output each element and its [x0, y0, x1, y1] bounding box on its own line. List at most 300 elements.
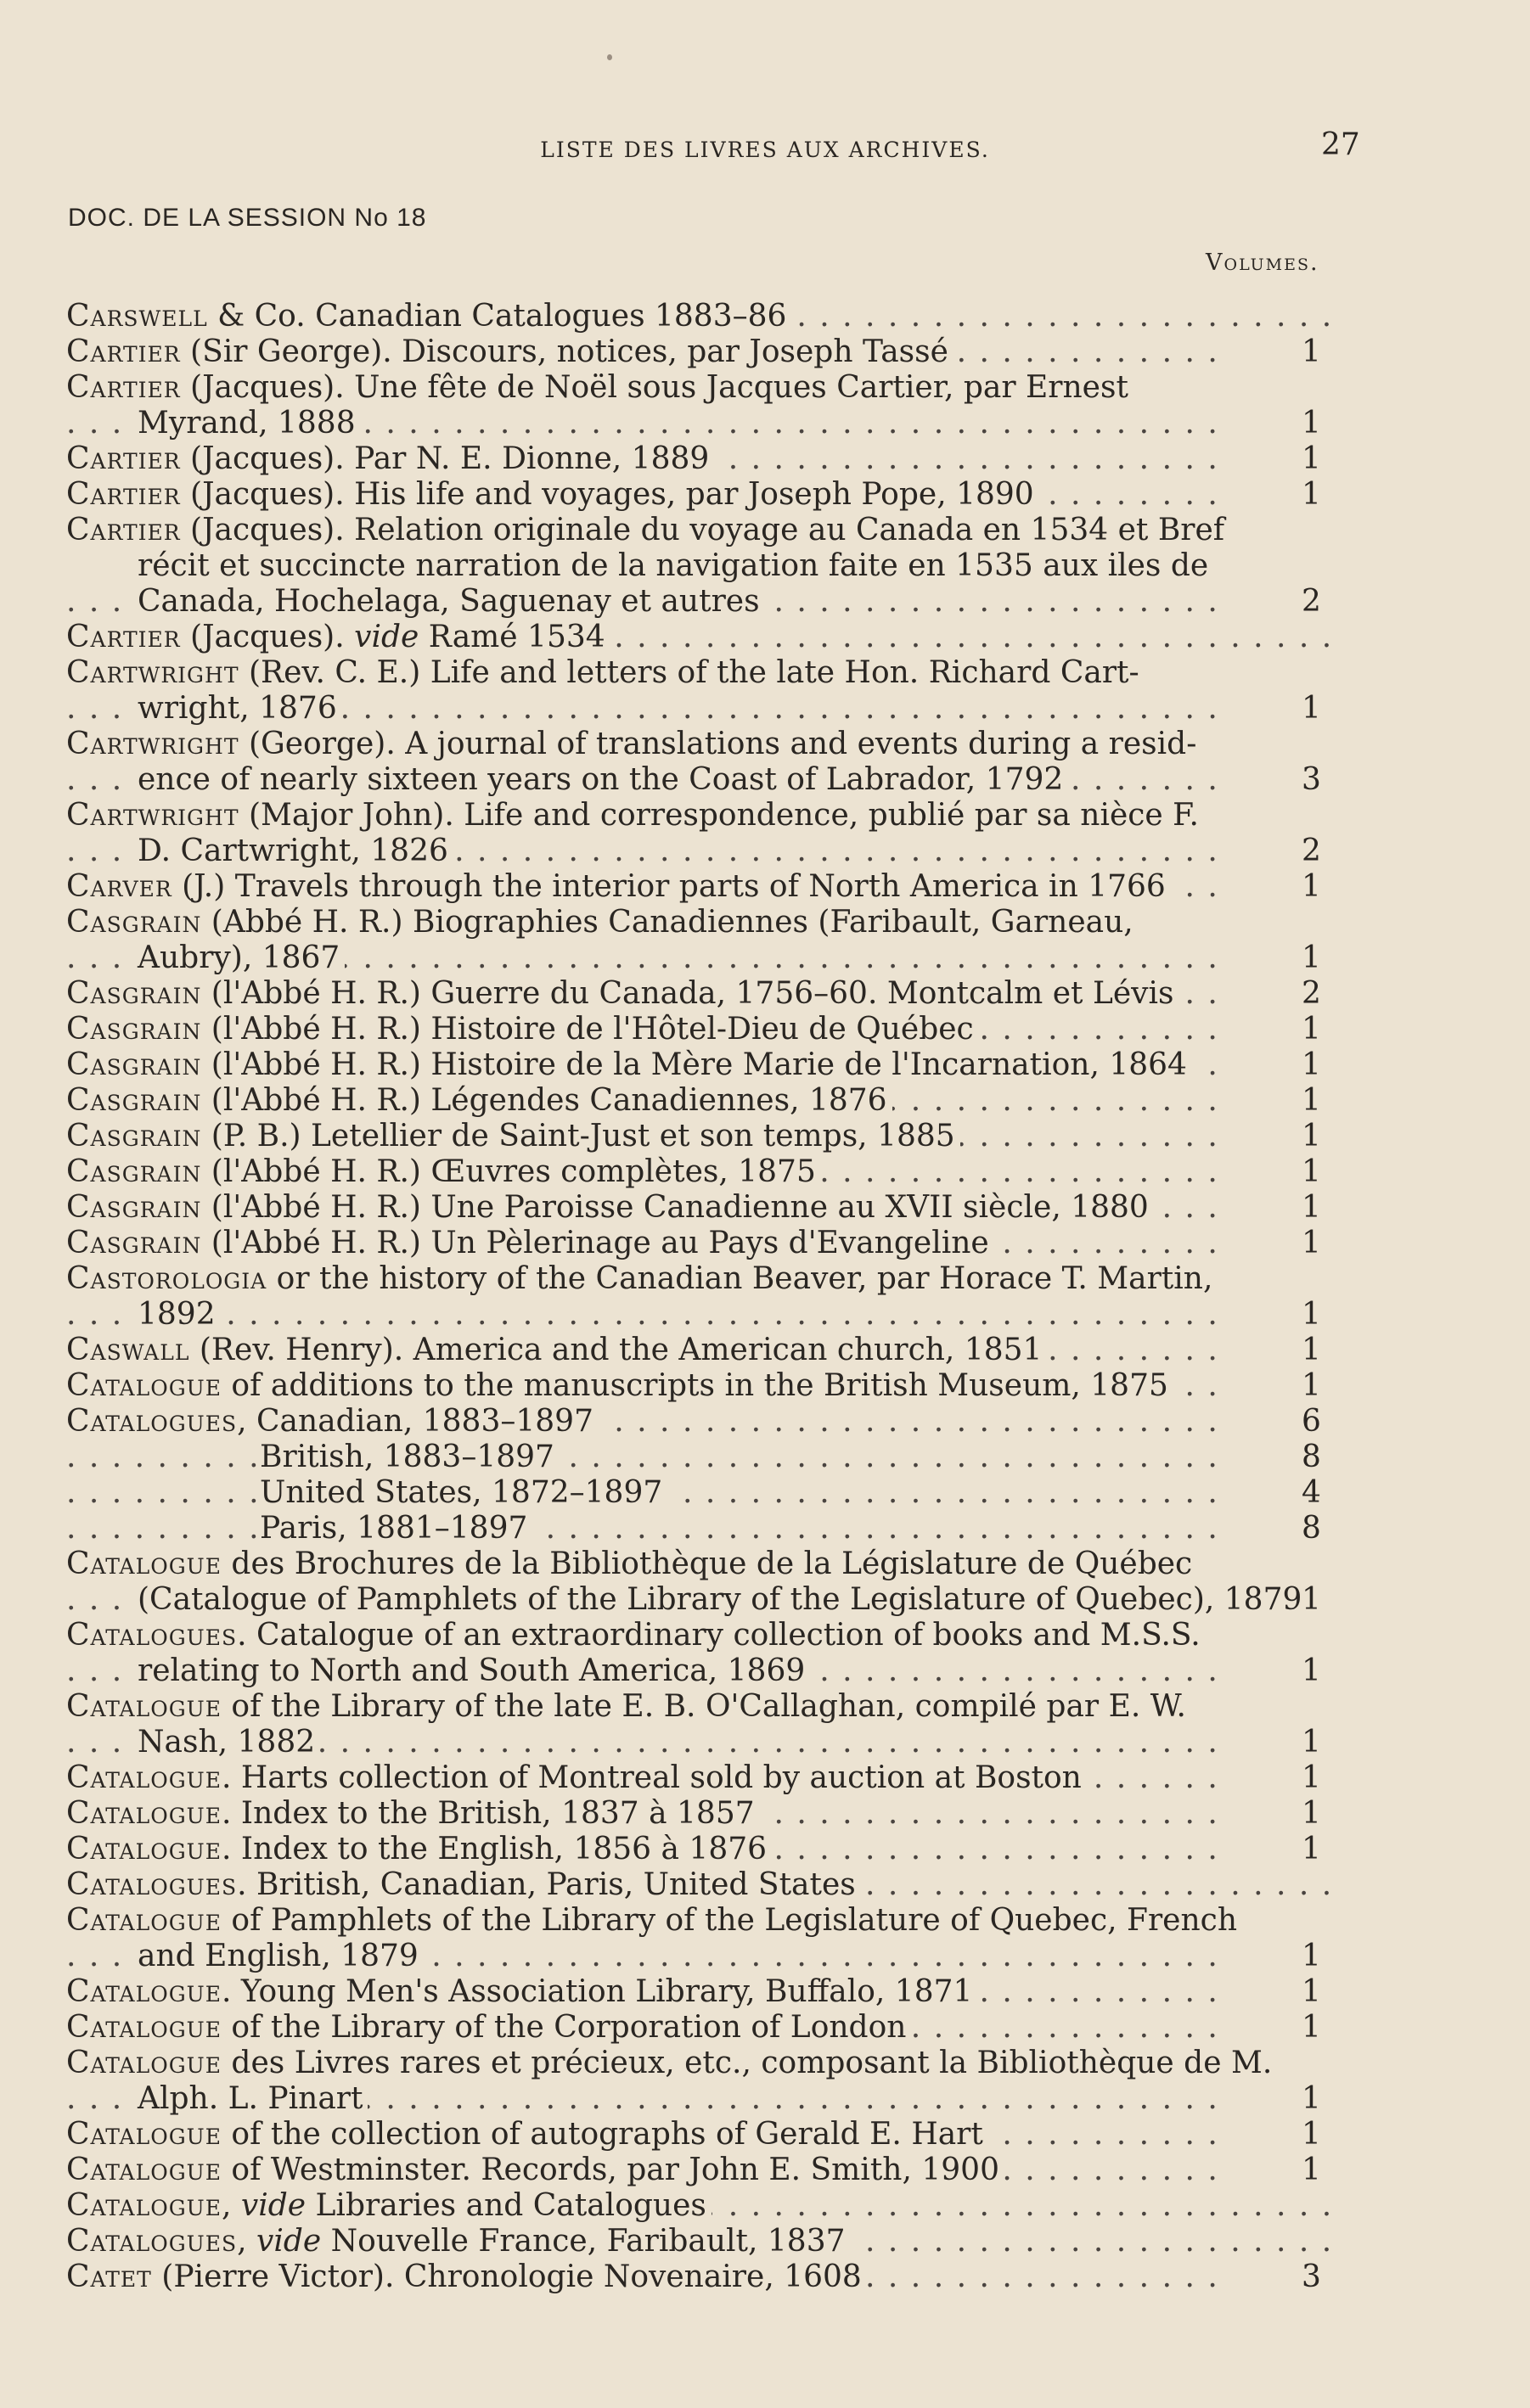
catalogue-entry	[66, 1618, 1340, 1689]
entry-heading: Carver	[66, 869, 172, 904]
volumes-column-header: Volumes.	[1206, 250, 1319, 276]
entry-heading: Catalogues	[66, 1404, 238, 1439]
volume-count: 2	[1302, 834, 1321, 868]
catalogue-entry	[66, 513, 1340, 620]
entry-heading: Catalogues	[66, 1618, 238, 1653]
entry-continuation: and English, 1879	[138, 1939, 419, 1973]
entry-line	[66, 1582, 1340, 1618]
entry-title: . Young Men's Association Library, Buffalo, 1871	[221, 1974, 973, 2009]
entry-text	[66, 2259, 867, 2294]
catalogue-entry	[66, 1154, 1340, 1190]
page-number: 27	[1321, 127, 1360, 162]
entry-line	[66, 2010, 1340, 2046]
catalogue-entry	[66, 441, 1340, 477]
catalogue-entry	[66, 334, 1340, 370]
entry-heading: Casgrain	[66, 1119, 202, 1153]
entry-title: (Sir George). Discours, notices, par Joseph Tassé	[180, 334, 948, 369]
entry-line	[66, 334, 1340, 370]
catalogue-entry	[66, 1368, 1340, 1404]
entry-heading: Catalogue	[66, 1832, 222, 1866]
volume-count: 1	[1302, 1012, 1321, 1047]
entry-title: (l'Abbé H. R.) Légendes Canadiennes, 1876	[201, 1083, 887, 1118]
entry-heading: Catalogue	[66, 1903, 222, 1938]
volume-count: 1	[1302, 406, 1321, 441]
entry-text	[66, 869, 1171, 904]
entry-vide: vide	[256, 2224, 322, 2259]
entry-line	[66, 727, 1340, 762]
entry-continuation: Alph. L. Pinart	[138, 2081, 363, 2116]
catalogue-entry	[66, 1047, 1340, 1083]
entry-title: (Major John). Life and correspondence, publié par sa nièce F.	[239, 798, 1199, 833]
volume-count: 1	[1302, 441, 1321, 476]
volume-count: 1	[1302, 477, 1321, 512]
volume-count: 6	[1302, 1404, 1321, 1439]
catalogue-entry	[66, 1226, 1340, 1261]
entry-heading: Catalogues	[66, 1867, 238, 1902]
entry-title: . Harts collection of Montreal sold by auction at Boston	[221, 1760, 1082, 1795]
entry-line	[66, 1653, 1340, 1689]
entry-text	[66, 513, 1229, 547]
entry-text	[138, 584, 765, 619]
entry-text	[66, 1226, 994, 1260]
entry-line	[66, 1404, 1340, 1440]
catalogue-entry	[66, 1796, 1340, 1832]
entry-line	[66, 1047, 1340, 1083]
entry-heading: Cartier	[66, 334, 181, 369]
entry-title: ,	[221, 2188, 241, 2223]
entry-text	[66, 1119, 960, 1153]
entry-heading: Cartier	[66, 513, 181, 547]
entry-line	[66, 620, 1340, 655]
volume-count: 3	[1302, 762, 1321, 797]
entry-line	[66, 1511, 1340, 1546]
entry-title: . Catalogue of an extraordinary collection of books and M.S.S.	[237, 1618, 1201, 1653]
volume-count: 1	[1302, 1119, 1321, 1153]
entry-title: (P. B.) Letellier de Saint-Just et son temps, 1885	[201, 1119, 955, 1153]
entry-line	[66, 1475, 1340, 1511]
entry-text	[66, 1618, 1206, 1653]
entry-title: (Jacques). Par N. E. Dionne, 1889	[180, 441, 710, 476]
entry-line	[66, 1796, 1340, 1832]
entry-heading: Cartier	[66, 477, 181, 512]
entry-line	[66, 370, 1340, 406]
entry-title: of the Library of the late E. B. O'Callaghan, compilé par E. W.	[221, 1689, 1186, 1724]
catalogue-entry	[66, 299, 1340, 334]
entry-heading: Catalogue	[66, 1546, 222, 1581]
entry-title: des Brochures de la Bibliothèque de la Législature de Québec	[221, 1546, 1193, 1581]
catalogue-entry	[66, 905, 1340, 976]
entry-text	[66, 1154, 821, 1189]
entry-vide: vide	[240, 2188, 307, 2223]
entry-text	[66, 1190, 1154, 1225]
entry-heading: Casgrain	[66, 976, 202, 1011]
entry-text	[66, 798, 1204, 833]
entry-line	[66, 940, 1340, 976]
entry-text	[66, 1012, 979, 1047]
entry-line	[66, 1760, 1340, 1796]
volume-count: 1	[1302, 1368, 1321, 1403]
catalogue-entry	[66, 1119, 1340, 1154]
entry-line	[66, 1190, 1340, 1226]
entry-line	[66, 299, 1340, 334]
entry-title: (l'Abbé H. R.) Une Paroisse Canadienne au XVII siècle, 1880	[201, 1190, 1149, 1225]
entry-heading: Casgrain	[66, 1154, 202, 1189]
volume-count: 1	[1302, 1190, 1321, 1225]
entry-line	[66, 477, 1340, 513]
volume-count: 1	[1302, 2153, 1321, 2187]
entry-heading: Catalogue	[66, 2117, 222, 2152]
entry-heading: Catet	[66, 2259, 152, 2294]
entry-title: (Abbé H. R.) Biographies Canadiennes (Faribault, Garneau,	[201, 905, 1133, 940]
entry-heading: Catalogue	[66, 1689, 222, 1724]
entry-line	[66, 905, 1340, 940]
catalogue-entry	[66, 798, 1340, 869]
entry-subtitle: British, 1883–1897	[260, 1440, 554, 1474]
running-header: LISTE DES LIVRES AUX ARCHIVES.	[540, 138, 990, 162]
entry-text	[66, 2153, 1004, 2187]
entry-subtitle: Paris, 1881–1897	[260, 1511, 528, 1546]
entry-line	[66, 1012, 1340, 1047]
volume-count: 1	[1302, 1083, 1321, 1118]
volume-count: 1	[1302, 1226, 1321, 1260]
session-label: DOC. DE LA SESSION No 18	[68, 204, 427, 232]
catalogue-entry-list	[66, 299, 1340, 2295]
entry-text	[138, 940, 345, 975]
catalogue-entry	[66, 620, 1340, 655]
catalogue-entry	[66, 1546, 1340, 1618]
entry-line	[66, 1297, 1340, 1333]
catalogue-entry	[66, 2117, 1340, 2153]
entry-text	[66, 1689, 1191, 1724]
catalogue-entry	[66, 2153, 1340, 2188]
entry-continuation: Canada, Hochelaga, Saguenay et autres	[138, 584, 760, 619]
entry-line	[66, 1154, 1340, 1190]
entry-heading: Catalogue	[66, 1368, 222, 1403]
entry-line	[66, 2117, 1340, 2153]
entry-text	[66, 1867, 861, 1902]
entry-heading: Casgrain	[66, 1190, 202, 1225]
volume-count: 1	[1302, 2117, 1321, 2152]
entry-text	[138, 406, 361, 441]
entry-line	[66, 1832, 1340, 1867]
entry-title: or the history of the Canadian Beaver, par Horace T. Martin,	[267, 1261, 1213, 1296]
entry-line	[66, 1333, 1340, 1368]
entry-text	[138, 1297, 221, 1332]
entry-text	[66, 905, 1139, 940]
entry-title: (Pierre Victor). Chronologie Novenaire, 1608	[151, 2259, 862, 2294]
catalogue-entry	[66, 655, 1340, 727]
entry-heading: Casgrain	[66, 905, 202, 940]
entry-heading: Cartwright	[66, 655, 239, 690]
entry-line	[66, 1939, 1340, 1974]
entry-text	[138, 2081, 368, 2116]
catalogue-entry	[66, 1190, 1340, 1226]
entry-heading: Cartwright	[66, 798, 239, 833]
entry-line	[66, 2224, 1340, 2259]
entry-line	[66, 441, 1340, 477]
entry-text	[66, 1261, 1218, 1296]
catalogue-entry	[66, 2010, 1340, 2046]
entry-line	[66, 834, 1340, 869]
catalogue-entry	[66, 1083, 1340, 1119]
entry-text	[138, 834, 453, 868]
entry-text	[66, 2188, 712, 2223]
entry-continuation: récit et succincte narration de la navigation faite en 1535 aux iles de	[138, 548, 1209, 583]
entry-heading: Cartwright	[66, 727, 239, 761]
entry-text	[66, 477, 1039, 512]
entry-heading: Cartier	[66, 441, 181, 476]
entry-text	[66, 1368, 1173, 1403]
volume-count: 8	[1302, 1511, 1321, 1546]
volume-count: 1	[1302, 334, 1321, 369]
catalogue-entry	[66, 1974, 1340, 2010]
entry-heading: Catalogue	[66, 2153, 222, 2187]
entry-continuation: (Catalogue of Pamphlets of the Library of the Legislature of Quebec), 1879	[138, 1582, 1302, 1617]
entry-line	[66, 1261, 1340, 1297]
entry-heading: Catalogue	[66, 2188, 222, 2223]
entry-heading: Catalogue	[66, 2010, 222, 2045]
entry-line	[66, 2259, 1340, 2295]
volume-count: 1	[1302, 1939, 1321, 1973]
catalogue-entry	[66, 1903, 1340, 1974]
entry-heading: Caswall	[66, 1333, 190, 1367]
entry-heading: Catalogue	[66, 1760, 222, 1795]
volume-count: 8	[1302, 1440, 1321, 1474]
entry-line	[66, 584, 1340, 620]
entry-heading: Carswell	[66, 299, 208, 334]
volume-count: 1	[1302, 2081, 1321, 2116]
entry-line	[66, 1974, 1340, 2010]
entry-heading: Casgrain	[66, 1226, 202, 1260]
entry-line	[66, 869, 1340, 905]
entry-line	[66, 1119, 1340, 1154]
entry-title: . Index to the English, 1856 à 1876	[221, 1832, 768, 1866]
entry-title: (Jacques). Relation originale du voyage au Canada en 1534 et Bref	[180, 513, 1225, 547]
catalogue-entry	[66, 976, 1340, 1012]
entry-subtitle: United States, 1872–1897	[260, 1475, 663, 1510]
volume-count: 1	[1302, 940, 1321, 975]
entry-text	[66, 370, 1133, 405]
entry-text	[66, 2046, 1277, 2080]
catalogue-entry	[66, 2188, 1340, 2224]
entry-line	[66, 691, 1340, 727]
entry-line	[66, 1368, 1340, 1404]
catalogue-entry	[66, 1261, 1340, 1333]
volume-count: 2	[1302, 584, 1321, 619]
volume-count: 3	[1302, 2259, 1321, 2294]
entry-title: Libraries and Catalogues	[306, 2188, 706, 2223]
entry-vide: vide	[354, 620, 419, 654]
entry-text	[138, 1939, 424, 1973]
entry-heading: Casgrain	[66, 1083, 202, 1118]
entry-line	[66, 1725, 1340, 1760]
catalogue-entry	[66, 370, 1340, 441]
entry-title: (Jacques).	[180, 620, 355, 654]
volume-count: 1	[1302, 1725, 1321, 1760]
volume-count: 1	[1302, 1154, 1321, 1189]
entry-line	[66, 2153, 1340, 2188]
entry-text	[66, 655, 1145, 690]
entry-line	[66, 1546, 1340, 1582]
entry-heading: Catalogue	[66, 1974, 222, 2009]
entry-title: of Westminster. Records, par John E. Smith, 1900	[221, 2153, 999, 2187]
entry-heading: Castorologia	[66, 1261, 267, 1296]
catalogue-entry	[66, 2046, 1340, 2117]
entry-text	[66, 620, 610, 654]
entry-continuation: Aubry), 1867	[138, 940, 340, 975]
entry-continuation: Myrand, 1888	[138, 406, 356, 441]
entry-line	[66, 655, 1340, 691]
entry-text	[138, 691, 342, 726]
entry-text	[66, 1333, 1047, 1367]
entry-text	[66, 1047, 1192, 1082]
entry-title: of the collection of autographs of Gerald E. Hart	[221, 2117, 983, 2152]
entry-text	[66, 1974, 977, 2009]
entry-line	[66, 1689, 1340, 1725]
entry-continuation: Nash, 1882	[138, 1725, 316, 1760]
entry-continuation: 1892	[138, 1297, 216, 1332]
catalogue-entry	[66, 1440, 1340, 1475]
entry-text	[66, 1796, 760, 1831]
entry-line	[66, 2081, 1340, 2117]
catalogue-entry	[66, 1475, 1340, 1511]
entry-text	[66, 1832, 772, 1866]
entry-text	[138, 762, 1068, 797]
entry-heading: Catalogue	[66, 2046, 222, 2080]
volume-count: 1	[1302, 2010, 1321, 2045]
entry-heading: Casgrain	[66, 1012, 202, 1047]
volume-count: 1	[1302, 1974, 1321, 2009]
catalogue-entry	[66, 477, 1340, 513]
entry-text	[138, 1725, 320, 1760]
catalogue-entry	[66, 1867, 1340, 1903]
volume-count: 1	[1302, 1796, 1321, 1831]
ink-speck	[607, 54, 612, 60]
entry-line	[66, 406, 1340, 441]
entry-text	[66, 334, 953, 369]
catalogue-entry	[66, 869, 1340, 905]
catalogue-entry	[66, 1760, 1340, 1796]
entry-continuation: wright, 1876	[138, 691, 337, 726]
entry-title: (J.) Travels through the interior parts of North America in 1766	[172, 869, 1166, 904]
entry-title: (l'Abbé H. R.) Œuvres complètes, 1875	[201, 1154, 816, 1189]
entry-title: (Rev. Henry). America and the American church, 1851	[189, 1333, 1043, 1367]
entry-heading: Casgrain	[66, 1047, 202, 1082]
entry-title: (l'Abbé H. R.) Histoire de l'Hôtel-Dieu de Québec	[201, 1012, 974, 1047]
entry-line	[66, 1867, 1340, 1903]
entry-title: ,	[237, 2224, 256, 2259]
entry-title: . Index to the British, 1837 à 1857	[221, 1796, 755, 1831]
entry-line	[66, 762, 1340, 798]
volume-count: 1	[1302, 869, 1321, 904]
entry-title: , Canadian, 1883–1897	[237, 1404, 593, 1439]
entry-heading: Cartier	[66, 620, 181, 654]
entry-text	[66, 1903, 1242, 1938]
entry-line	[66, 798, 1340, 834]
catalogue-entry	[66, 1511, 1340, 1546]
entry-title: of Pamphlets of the Library of the Legislature of Quebec, French	[221, 1903, 1238, 1938]
entry-text	[66, 976, 1179, 1011]
entry-continuation: ence of nearly sixteen years on the Coast of Labrador, 1792	[138, 762, 1064, 797]
entry-line	[66, 1903, 1340, 1939]
entry-line	[66, 1226, 1340, 1261]
entry-title: (l'Abbé H. R.) Guerre du Canada, 1756–60. Montcalm et Lévis	[201, 976, 1174, 1011]
volume-count: 1	[1302, 1047, 1321, 1082]
entry-title: (Rev. C. E.) Life and letters of the late Hon. Richard Cart-	[239, 655, 1139, 690]
entry-text	[66, 2224, 851, 2259]
entry-title: (Jacques). His life and voyages, par Joseph Pope, 1890	[180, 477, 1034, 512]
entry-text	[138, 1653, 810, 1688]
entry-title: (l'Abbé H. R.) Histoire de la Mère Marie de l'Incarnation, 1864	[201, 1047, 1187, 1082]
catalogue-entry	[66, 1333, 1340, 1368]
entry-line	[66, 1083, 1340, 1119]
entry-continuation: relating to North and South America, 1869	[138, 1653, 806, 1688]
entry-title: Nouvelle France, Faribault, 1837	[321, 2224, 846, 2259]
entry-line	[66, 548, 1340, 584]
entry-title: (l'Abbé H. R.) Un Pèlerinage au Pays d'Evangeline	[201, 1226, 989, 1260]
entry-line	[66, 513, 1340, 548]
entry-text	[66, 1083, 892, 1118]
entry-heading: Catalogues	[66, 2224, 238, 2259]
entry-heading: Cartier	[66, 370, 181, 405]
catalogue-entry	[66, 727, 1340, 798]
catalogue-entry	[66, 1689, 1340, 1760]
entry-line	[66, 2046, 1340, 2081]
volume-count: 2	[1302, 976, 1321, 1011]
entry-text	[66, 299, 791, 334]
entry-text	[66, 441, 714, 476]
volume-count: 4	[1302, 1475, 1321, 1510]
entry-line	[66, 2188, 1340, 2224]
entry-continuation: D. Cartwright, 1826	[138, 834, 448, 868]
entry-text	[66, 1760, 1087, 1795]
catalogue-entry	[66, 1832, 1340, 1867]
entry-title: & Co. Canadian Catalogues 1883–86	[207, 299, 787, 334]
volume-count: 1	[1302, 1297, 1321, 1332]
volume-count: 1	[1302, 1760, 1321, 1795]
entry-title: Ramé 1534	[419, 620, 605, 654]
catalogue-entry	[66, 2259, 1340, 2295]
entry-line	[66, 1618, 1340, 1653]
volume-count: 1	[1302, 1653, 1321, 1688]
catalogue-entry	[66, 2224, 1340, 2259]
entry-text	[138, 548, 1213, 583]
entry-heading: Catalogue	[66, 1796, 222, 1831]
entry-text	[260, 1475, 667, 1510]
entry-text	[66, 727, 1201, 761]
entry-title: of additions to the manuscripts in the British Museum, 1875	[221, 1368, 1168, 1403]
volume-count: 1	[1302, 1333, 1321, 1367]
volume-count: 1	[1302, 1582, 1321, 1617]
entry-text	[138, 1582, 1307, 1617]
entry-text	[260, 1440, 560, 1474]
entry-title: (George). A journal of translations and events during a resid-	[239, 727, 1197, 761]
entry-line	[66, 976, 1340, 1012]
entry-text	[66, 2117, 988, 2152]
catalogue-entry	[66, 1012, 1340, 1047]
entry-text	[260, 1511, 532, 1546]
catalogue-entry	[66, 1404, 1340, 1440]
entry-line	[66, 1440, 1340, 1475]
entry-title: (Jacques). Une fête de Noël sous Jacques Cartier, par Ernest	[180, 370, 1128, 405]
entry-title: of the Library of the Corporation of London	[221, 2010, 907, 2045]
volume-count: 1	[1302, 691, 1321, 726]
entry-title: . British, Canadian, Paris, United States	[237, 1867, 856, 1902]
entry-title: des Livres rares et précieux, etc., composant la Bibliothèque de M.	[221, 2046, 1273, 2080]
entry-text	[66, 1404, 599, 1439]
volume-count: 1	[1302, 1832, 1321, 1866]
entry-text	[66, 2010, 911, 2045]
